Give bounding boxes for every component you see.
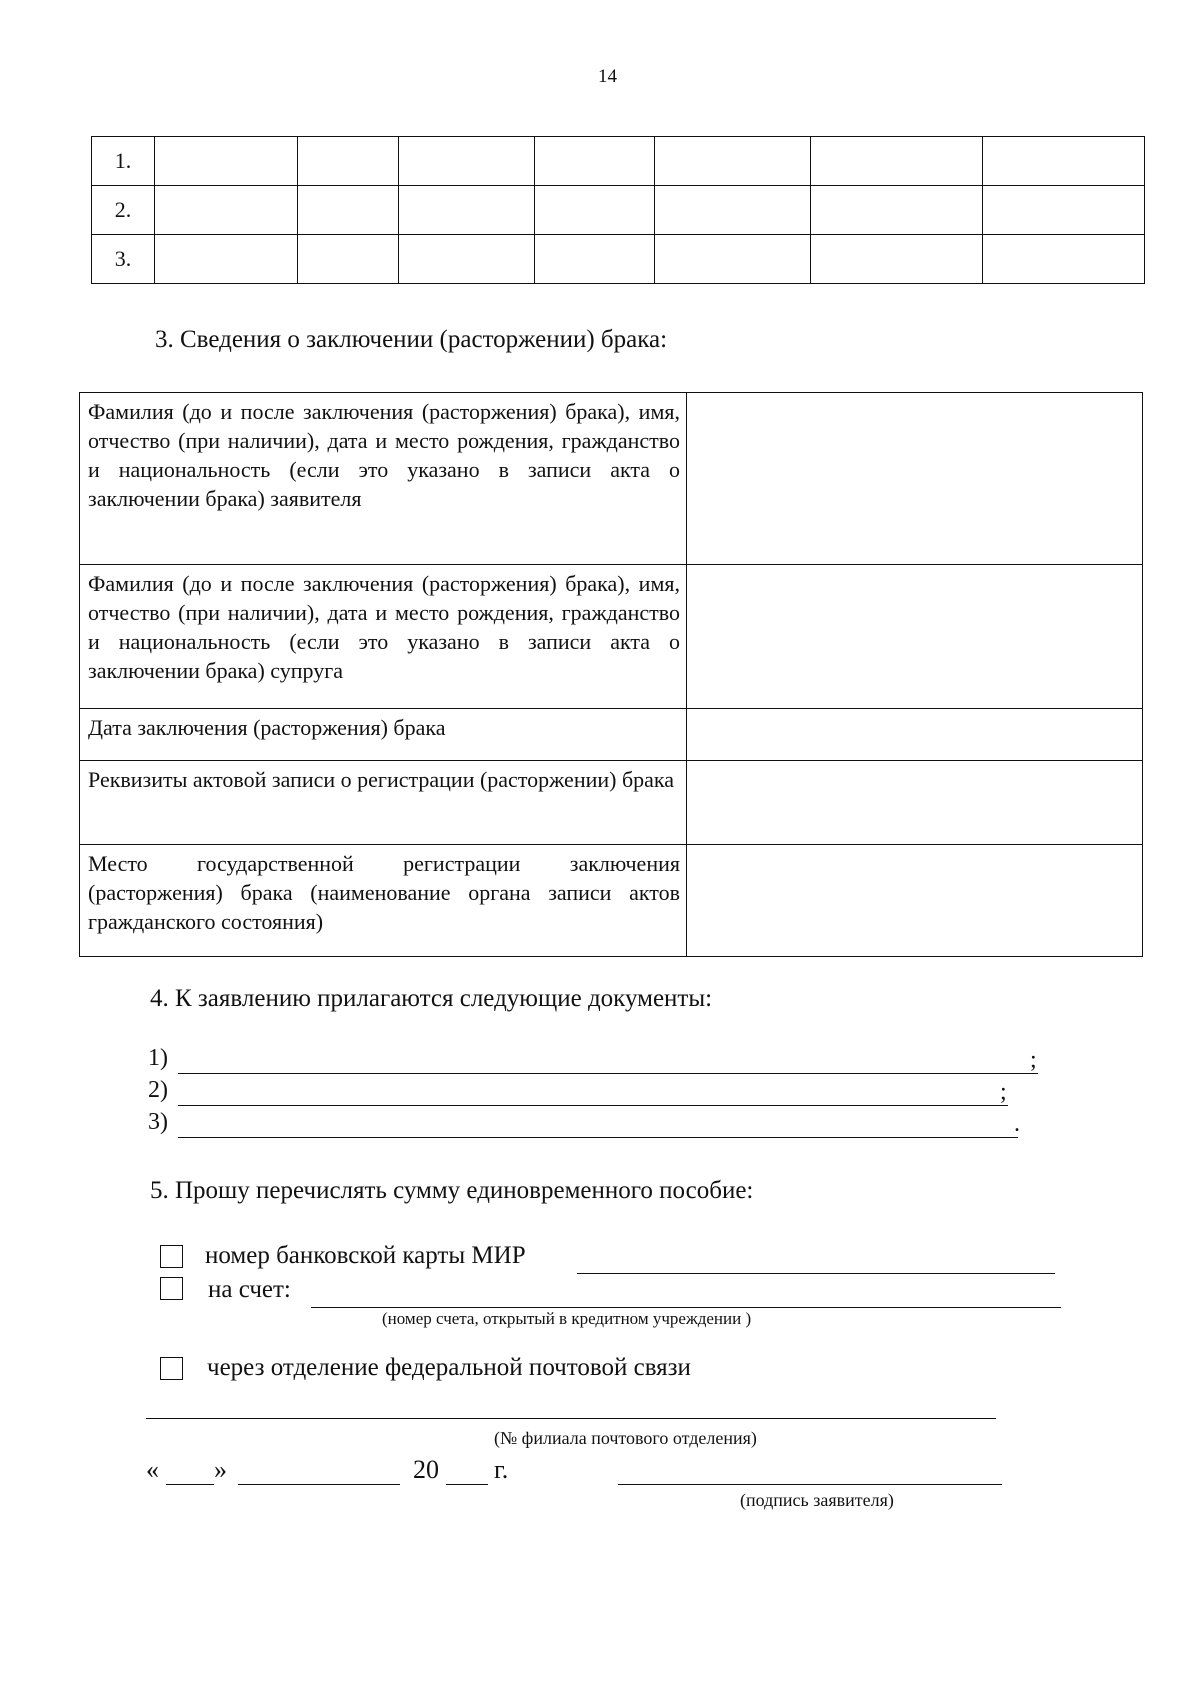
table-cell[interactable] — [983, 186, 1145, 235]
bank-card-checkbox[interactable] — [160, 1245, 183, 1268]
account-number-blank[interactable] — [311, 1307, 1061, 1308]
table-row — [92, 186, 1145, 235]
section-4-heading: 4. К заявлению прилагаются следующие документы: — [150, 985, 713, 1012]
row-number: 2. — [92, 186, 155, 235]
date-close-quote: » — [214, 1455, 227, 1484]
year-blank[interactable] — [446, 1484, 488, 1485]
document-punctuation: . — [1014, 1111, 1020, 1137]
document-punctuation: ; — [1000, 1079, 1007, 1105]
document-punctuation: ; — [1030, 1047, 1037, 1073]
bank-card-number-blank[interactable] — [577, 1273, 1055, 1274]
row-number: 3. — [92, 235, 155, 284]
table-row — [92, 137, 1145, 186]
table-row — [80, 565, 1143, 709]
signature-blank[interactable] — [618, 1484, 1002, 1485]
document-blank[interactable] — [178, 1137, 1018, 1138]
table-cell[interactable] — [535, 235, 655, 284]
document-blank[interactable] — [178, 1073, 1038, 1074]
table-cell[interactable] — [298, 186, 399, 235]
spouse-info-value[interactable] — [687, 565, 1143, 709]
table-cell[interactable] — [155, 235, 298, 284]
post-office-checkbox[interactable] — [160, 1357, 183, 1380]
signature-hint: (подпись заявителя) — [740, 1490, 894, 1510]
date-open-quote: « — [146, 1455, 159, 1484]
row-number: 1. — [92, 137, 155, 186]
account-label: на счет: — [208, 1276, 291, 1303]
registration-place-label: Место государственной регистрации заключения (расторжения) брака (наименование органа записи актов гражданского состояния) — [80, 845, 687, 957]
document-blank[interactable] — [178, 1105, 1008, 1106]
year-suffix: г. — [494, 1455, 509, 1484]
bank-card-label: номер банковской карты МИР — [205, 1242, 526, 1269]
table-cell[interactable] — [298, 137, 399, 186]
document-number: 2) — [148, 1077, 168, 1103]
table-cell[interactable] — [298, 235, 399, 284]
section-5-heading: 5. Прошу перечислять сумму единовременного пособие: — [150, 1177, 754, 1204]
table-row — [80, 761, 1143, 845]
page-number: 14 — [598, 66, 617, 87]
table-cell[interactable] — [655, 235, 811, 284]
continuation-table — [91, 136, 1145, 284]
applicant-info-label: Фамилия (до и после заключения (расторжения) брака), имя, отчество (при наличии), дата и место рождения, гражданство и национальность (если это указано в записи акта о заключении брака) заявителя — [80, 393, 687, 565]
section-3-heading: 3. Сведения о заключении (расторжении) брака: — [155, 326, 668, 353]
table-cell[interactable] — [811, 186, 983, 235]
account-checkbox[interactable] — [160, 1277, 183, 1300]
table-cell[interactable] — [655, 186, 811, 235]
table-cell[interactable] — [399, 137, 535, 186]
account-hint: (номер счета, открытый в кредитном учреждении ) — [382, 1309, 752, 1328]
table-cell[interactable] — [983, 235, 1145, 284]
table-cell[interactable] — [655, 137, 811, 186]
table-cell[interactable] — [811, 235, 983, 284]
table-row — [80, 393, 1143, 565]
table-cell[interactable] — [399, 186, 535, 235]
act-record-label: Реквизиты актовой записи о регистрации (расторжении) брака — [80, 761, 687, 845]
post-branch-blank[interactable] — [146, 1418, 996, 1419]
year-prefix: 20 — [413, 1455, 439, 1484]
document-number: 1) — [148, 1045, 168, 1071]
act-record-value[interactable] — [687, 761, 1143, 845]
applicant-info-value[interactable] — [687, 393, 1143, 565]
table-cell[interactable] — [155, 137, 298, 186]
month-blank[interactable] — [238, 1484, 400, 1485]
table-cell[interactable] — [535, 186, 655, 235]
table-cell[interactable] — [399, 235, 535, 284]
table-cell[interactable] — [155, 186, 298, 235]
day-blank[interactable] — [166, 1484, 214, 1485]
marriage-date-value[interactable] — [687, 709, 1143, 761]
table-row — [92, 235, 1145, 284]
marriage-info-table — [79, 392, 1143, 957]
post-office-label: через отделение федеральной почтовой связи — [207, 1354, 691, 1381]
spouse-info-label: Фамилия (до и после заключения (расторжения) брака), имя, отчество (при наличии), дата и место рождения, гражданство и национальность (если это указано в записи акта о заключении брака) супруга — [80, 565, 687, 709]
table-cell[interactable] — [811, 137, 983, 186]
table-cell[interactable] — [535, 137, 655, 186]
table-row — [80, 845, 1143, 957]
marriage-date-label: Дата заключения (расторжения) брака — [80, 709, 687, 761]
registration-place-value[interactable] — [687, 845, 1143, 957]
document-number: 3) — [148, 1109, 168, 1135]
post-branch-hint: (№ филиала почтового отделения) — [494, 1428, 757, 1448]
table-row — [80, 709, 1143, 761]
table-cell[interactable] — [983, 137, 1145, 186]
